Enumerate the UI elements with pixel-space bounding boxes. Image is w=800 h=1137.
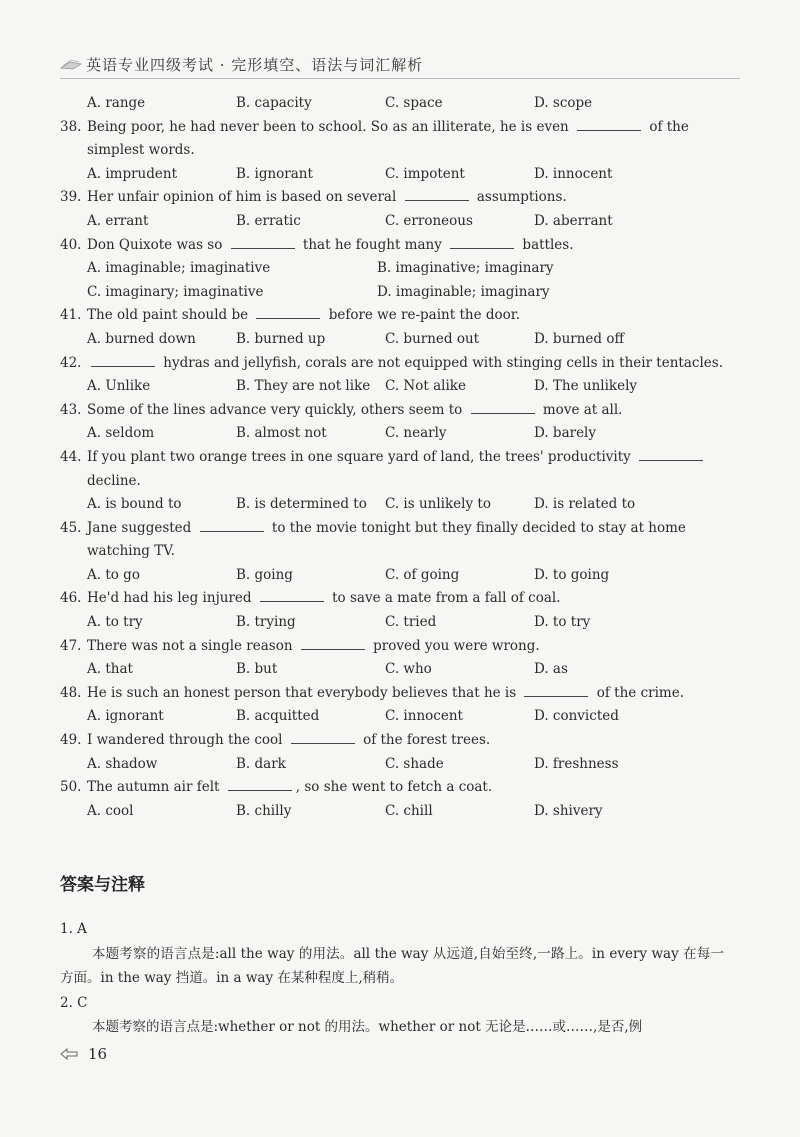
question-text-after: , so she went to fetch a coat. <box>295 779 493 796</box>
option-a: A. that <box>87 661 133 678</box>
option-c: C. erroneous <box>385 212 473 229</box>
question-text-before: He is such an honest person that everybody believes that he is <box>87 684 521 701</box>
option-b: B. capacity <box>236 95 312 111</box>
answer-blank <box>291 730 355 744</box>
option-c: C. shade <box>385 755 444 772</box>
question-number: 44. <box>60 448 82 465</box>
question-text <box>87 682 740 706</box>
question-text <box>87 304 740 328</box>
question-text-after: assumptions. <box>472 189 567 206</box>
question-text-before: Jane suggested <box>87 519 196 536</box>
answer-blank <box>639 447 703 461</box>
answer-explanation: 本题考察的语言点是:all the way 的用法。all the way 从远道,自始至终,一路上。in every way 在每一方面。in the way 挡道。in a way 在某种程度上,稍稍。 <box>60 945 724 986</box>
option-c: C. is unlikely to <box>385 496 491 513</box>
question-item <box>60 116 740 187</box>
option-c: C. imaginary; imaginative <box>87 283 264 300</box>
options-row <box>60 800 740 824</box>
option-a: A. seldom <box>87 425 155 442</box>
question-text-before: Being poor, he had never been to school. So as an illiterate, he is even <box>87 118 574 135</box>
option-c: C. chill <box>385 802 433 819</box>
question-item <box>60 682 740 729</box>
option-a: A. shadow <box>87 755 158 772</box>
question-stem <box>60 399 740 423</box>
options-row <box>60 257 740 281</box>
option-a: A. imaginable; imaginative <box>87 260 271 277</box>
options-row <box>60 564 740 588</box>
answer-blank <box>471 400 535 414</box>
question-text-before: I wandered through the cool <box>87 732 287 749</box>
question-item <box>60 352 740 399</box>
question-text-after: to the movie tonight but they finally decided to stay at home <box>267 519 686 536</box>
question-text <box>87 517 740 564</box>
question-stem <box>60 635 740 659</box>
option-c: C. innocent <box>385 708 463 725</box>
answer-blank <box>256 305 320 319</box>
options-row <box>60 611 740 635</box>
options-row <box>60 163 740 187</box>
question-stem <box>60 116 740 163</box>
option-b: B. They are not like <box>236 378 371 395</box>
question-text-after: of the crime. <box>592 684 684 701</box>
question-text <box>87 116 740 163</box>
question-number: 38. <box>60 118 82 135</box>
question-text <box>87 587 740 611</box>
page-number: 16 <box>88 1045 108 1063</box>
answer-item <box>60 917 724 991</box>
question-stem <box>60 517 740 564</box>
header-title: 英语专业四级考试 · 完形填空、语法与词汇解析 <box>86 55 424 74</box>
option-d: D. freshness <box>534 755 619 772</box>
question-text-before: If you plant two orange trees in one square yard of land, the trees' productivity <box>87 448 636 465</box>
question-stem <box>60 186 740 210</box>
question-text <box>87 446 740 493</box>
question-text-before: There was not a single reason <box>87 637 297 654</box>
option-b: B. is determined to <box>236 496 367 513</box>
options-row <box>60 658 740 682</box>
option-d: D. innocent <box>534 165 613 182</box>
option-b: B. erratic <box>236 212 301 229</box>
option-b: B. burned up <box>236 330 326 347</box>
option-a: A. imprudent <box>87 165 177 182</box>
options-row <box>60 375 740 399</box>
answers-heading: 答案与注释 <box>60 875 145 895</box>
question-text-middle: that he fought many <box>298 236 447 253</box>
question-text <box>87 186 740 210</box>
option-d: D. aberrant <box>534 212 613 229</box>
question-number: 48. <box>60 684 82 701</box>
option-c: C. tried <box>385 614 437 631</box>
answer-blank <box>524 683 588 697</box>
answer-blank <box>260 588 324 602</box>
option-d: D. barely <box>534 425 597 442</box>
option-c: C. who <box>385 661 432 678</box>
question-text <box>87 399 740 423</box>
option-a: A. Unlike <box>87 378 151 395</box>
option-c: C. of going <box>385 566 460 583</box>
option-b: B. ignorant <box>236 165 313 182</box>
option-a: A. is bound to <box>87 496 182 513</box>
option-a: A. to try <box>87 614 143 631</box>
option-a: A. cool <box>87 802 134 819</box>
question-text-before: He'd had his leg injured <box>87 590 256 607</box>
answer-item <box>60 991 724 1040</box>
page-header <box>60 50 740 78</box>
question-text-after: before we re-paint the door. <box>324 307 521 324</box>
question-number: 43. <box>60 401 82 418</box>
question-text-before: The autumn air felt <box>87 779 224 796</box>
option-a: A. burned down <box>87 330 196 347</box>
question-number: 45. <box>60 519 82 536</box>
question-text-after: proved you were wrong. <box>368 637 540 654</box>
question-item <box>60 635 740 682</box>
question-stem <box>60 682 740 706</box>
option-c: C. space <box>385 95 443 111</box>
question-text-after: hydras and jellyfish, corals are not equipped with stinging cells in their tentacles. <box>159 354 723 371</box>
answer-blank <box>450 235 514 249</box>
options-row <box>60 210 740 234</box>
book-icon <box>60 58 82 70</box>
option-d: D. as <box>534 661 568 678</box>
question-text <box>87 729 740 753</box>
question-item <box>60 399 740 446</box>
options-row <box>60 753 740 777</box>
option-b: B. dark <box>236 755 286 772</box>
question-text <box>87 234 740 258</box>
option-d: D. burned off <box>534 330 625 347</box>
question-stem <box>60 729 740 753</box>
options-row <box>60 92 740 116</box>
answer-explanation: 本题考察的语言点是:whether or not 的用法。whether or not 无论是……或……,是否,例 <box>92 1019 643 1035</box>
option-b: B. imaginative; imaginary <box>377 260 554 277</box>
options-row <box>60 281 740 305</box>
question-stem <box>60 776 740 800</box>
answer-blank <box>231 235 295 249</box>
question-number: 47. <box>60 637 82 654</box>
option-d: D. scope <box>534 95 593 111</box>
question-text <box>87 352 740 376</box>
header-divider <box>60 78 740 79</box>
question-number: 42. <box>60 354 82 371</box>
question-stem <box>60 234 740 258</box>
question-text-continued: simplest words. <box>87 142 195 159</box>
option-b: B. but <box>236 661 278 678</box>
option-b: B. trying <box>236 614 296 631</box>
question-number: 49. <box>60 732 82 749</box>
question-item <box>60 776 740 823</box>
answer-number: 2. C <box>60 994 88 1011</box>
option-a: A. range <box>87 95 146 111</box>
question-text-after: of the <box>645 118 689 135</box>
question-item <box>60 446 740 517</box>
question-stem <box>60 352 740 376</box>
question-text-continued: watching TV. <box>87 543 175 560</box>
option-c: C. Not alike <box>385 378 466 395</box>
answer-blank <box>405 187 469 201</box>
option-d: D. to going <box>534 566 610 583</box>
question-number: 39. <box>60 189 82 206</box>
options-row <box>60 422 740 446</box>
question-item <box>60 234 740 305</box>
question-list <box>60 92 740 823</box>
option-b: B. chilly <box>236 802 292 819</box>
answer-blank <box>577 117 641 131</box>
answer-blank <box>91 353 155 367</box>
question-number: 50. <box>60 779 82 796</box>
question-item <box>60 729 740 776</box>
option-d: D. convicted <box>534 708 619 725</box>
answer-number: 1. A <box>60 921 87 937</box>
question-stem <box>60 446 740 493</box>
question-text-before: The old paint should be <box>87 307 253 324</box>
answer-blank <box>200 518 264 532</box>
options-row <box>60 705 740 729</box>
question-text-after: move at all. <box>538 401 623 418</box>
question-number: 46. <box>60 590 82 607</box>
question-text-after: battles. <box>518 236 574 253</box>
option-a: A. ignorant <box>87 708 164 725</box>
option-a: A. to go <box>87 566 140 583</box>
option-b: B. almost not <box>236 425 327 442</box>
question-item <box>60 517 740 588</box>
options-row <box>60 493 740 517</box>
option-d: D. imaginable; imaginary <box>377 283 550 300</box>
question-item <box>60 587 740 634</box>
answer-blank <box>301 636 365 650</box>
option-c: C. nearly <box>385 425 447 442</box>
question-stem <box>60 304 740 328</box>
answers-list <box>60 917 724 1040</box>
question-text <box>87 635 740 659</box>
option-b: B. going <box>236 566 293 583</box>
question-text-before: Her unfair opinion of him is based on several <box>87 189 401 206</box>
question-item <box>60 186 740 233</box>
option-d: D. The unlikely <box>534 378 638 395</box>
option-a: A. errant <box>87 212 149 229</box>
options-row <box>60 328 740 352</box>
question-text-continued: decline. <box>87 472 141 489</box>
question-text-after: to save a mate from a fall of coal. <box>327 590 561 607</box>
option-d: D. shivery <box>534 802 603 819</box>
option-c: C. impotent <box>385 165 465 182</box>
option-b: B. acquitted <box>236 708 320 725</box>
option-d: D. to try <box>534 614 591 631</box>
question-text-before: Some of the lines advance very quickly, others seem to <box>87 401 467 418</box>
question-text-before: Don Quixote was so <box>87 236 227 253</box>
question-number: 41. <box>60 307 82 324</box>
question-item <box>60 304 740 351</box>
option-d: D. is related to <box>534 496 636 513</box>
page-footer <box>60 1045 107 1063</box>
question-number: 40. <box>60 236 82 253</box>
question-stem <box>60 587 740 611</box>
question-text-after: of the forest trees. <box>358 732 491 749</box>
option-c: C. burned out <box>385 330 480 347</box>
answer-blank <box>228 777 292 791</box>
question-text <box>87 776 740 800</box>
back-arrow-icon <box>60 1048 78 1060</box>
